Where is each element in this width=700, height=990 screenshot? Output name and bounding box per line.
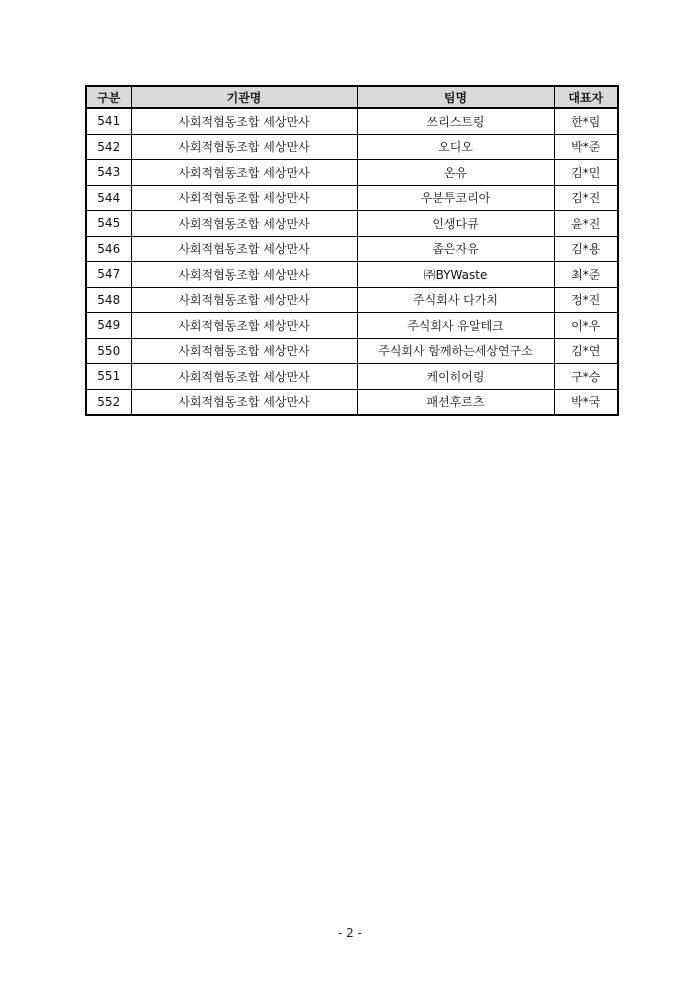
cell-team: 인생다큐 — [357, 211, 554, 237]
cell-representative: 구*승 — [554, 364, 618, 390]
table-row — [86, 236, 618, 262]
table-body — [86, 108, 618, 415]
cell-representative: 김*용 — [554, 236, 618, 262]
cell-number: 545 — [86, 211, 131, 237]
cell-organization: 사회적협동조합 세상만사 — [131, 160, 357, 186]
table-row — [86, 287, 618, 313]
cell-representative: 김*민 — [554, 160, 618, 186]
cell-number: 552 — [86, 389, 131, 415]
cell-team: ㈜BYWaste — [357, 262, 554, 288]
cell-number: 548 — [86, 287, 131, 313]
header-organization: 기관명 — [131, 86, 357, 108]
cell-team: 주식회사 다가치 — [357, 287, 554, 313]
cell-representative: 박*준 — [554, 134, 618, 160]
table-row — [86, 185, 618, 211]
cell-organization: 사회적협동조합 세상만사 — [131, 262, 357, 288]
cell-representative: 김*연 — [554, 338, 618, 364]
page-number: - 2 - — [338, 926, 362, 940]
cell-organization: 사회적협동조합 세상만사 — [131, 185, 357, 211]
cell-organization: 사회적협동조합 세상만사 — [131, 236, 357, 262]
cell-representative: 김*진 — [554, 185, 618, 211]
header-team: 팀명 — [357, 86, 554, 108]
cell-representative: 윤*진 — [554, 211, 618, 237]
cell-representative: 박*국 — [554, 389, 618, 415]
cell-number: 546 — [86, 236, 131, 262]
cell-team: 온유 — [357, 160, 554, 186]
cell-number: 541 — [86, 108, 131, 134]
table-row — [86, 262, 618, 288]
cell-organization: 사회적협동조합 세상만사 — [131, 338, 357, 364]
cell-team: 패션후르츠 — [357, 389, 554, 415]
cell-team: 쓰리스트링 — [357, 108, 554, 134]
table-row — [86, 313, 618, 339]
header-representative: 대표자 — [554, 86, 618, 108]
roster-table — [85, 85, 619, 416]
table-header — [86, 86, 618, 108]
cell-organization: 사회적협동조합 세상만사 — [131, 134, 357, 160]
cell-team: 주식회사 함께하는세상연구소 — [357, 338, 554, 364]
cell-representative: 최*준 — [554, 262, 618, 288]
table-row — [86, 108, 618, 134]
cell-number: 547 — [86, 262, 131, 288]
cell-number: 549 — [86, 313, 131, 339]
cell-number: 551 — [86, 364, 131, 390]
cell-organization: 사회적협동조합 세상만사 — [131, 313, 357, 339]
table-row — [86, 389, 618, 415]
cell-team: 오디오 — [357, 134, 554, 160]
cell-representative: 정*진 — [554, 287, 618, 313]
cell-representative: 한*림 — [554, 108, 618, 134]
cell-number: 543 — [86, 160, 131, 186]
table-row — [86, 211, 618, 237]
table-row — [86, 338, 618, 364]
cell-representative: 이*우 — [554, 313, 618, 339]
cell-number: 544 — [86, 185, 131, 211]
table-row — [86, 364, 618, 390]
cell-organization: 사회적협동조합 세상만사 — [131, 211, 357, 237]
cell-organization: 사회적협동조합 세상만사 — [131, 364, 357, 390]
table-row — [86, 160, 618, 186]
cell-organization: 사회적협동조합 세상만사 — [131, 287, 357, 313]
cell-organization: 사회적협동조합 세상만사 — [131, 108, 357, 134]
cell-organization: 사회적협동조합 세상만사 — [131, 389, 357, 415]
header-row — [86, 86, 618, 108]
table-row — [86, 134, 618, 160]
cell-number: 542 — [86, 134, 131, 160]
cell-number: 550 — [86, 338, 131, 364]
cell-team: 우분투코리아 — [357, 185, 554, 211]
header-number: 구분 — [86, 86, 131, 108]
cell-team: 케이히어링 — [357, 364, 554, 390]
cell-team: 좁은자유 — [357, 236, 554, 262]
cell-team: 주식회사 유알테크 — [357, 313, 554, 339]
